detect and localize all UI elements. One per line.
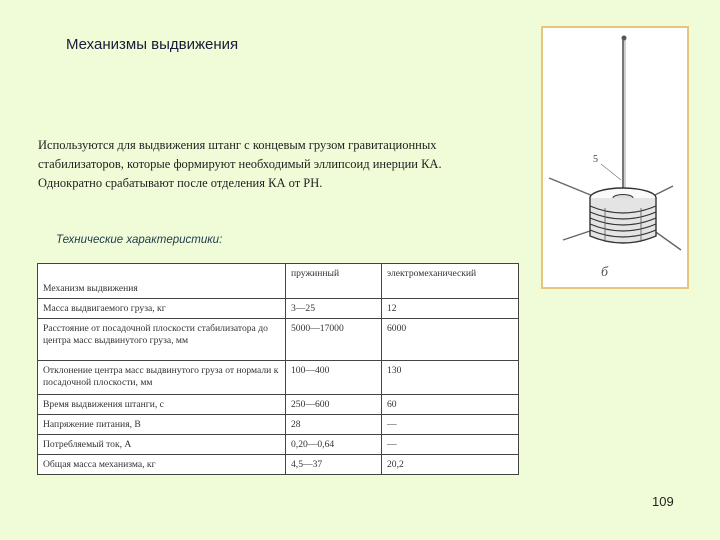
table-cell: 3—25 bbox=[286, 299, 382, 319]
table-cell: Общая масса механизма, кг bbox=[38, 455, 286, 475]
mechanism-drawing bbox=[543, 28, 691, 291]
table-cell: 5000—17000 bbox=[286, 319, 382, 361]
table-cell: Потребляемый ток, А bbox=[38, 435, 286, 455]
table-row bbox=[38, 319, 519, 361]
table-cell: 4,5—37 bbox=[286, 455, 382, 475]
table-cell: Напряжение питания, В bbox=[38, 415, 286, 435]
table-cell: 12 bbox=[382, 299, 519, 319]
figure-label-number: 5 bbox=[593, 154, 598, 165]
column-header: пружинный bbox=[286, 264, 382, 299]
spec-table bbox=[37, 263, 519, 475]
table-cell: Время выдвижения штанги, с bbox=[38, 395, 286, 415]
table-cell: — bbox=[382, 435, 519, 455]
table-cell: 20,2 bbox=[382, 455, 519, 475]
table-cell: — bbox=[382, 415, 519, 435]
table-cell: 0,20—0,64 bbox=[286, 435, 382, 455]
table-cell: Масса выдвигаемого груза, кг bbox=[38, 299, 286, 319]
intro-line: стабилизаторов, которые формируют необходимый эллипсоид инерции КА. bbox=[38, 157, 442, 171]
table-cell: 28 bbox=[286, 415, 382, 435]
page-number: 109 bbox=[652, 494, 674, 509]
intro-line: Используются для выдвижения штанг с концевым грузом гравитационных bbox=[38, 138, 437, 152]
table-cell: Отклонение центра масс выдвинутого груза от нормали к посадочной плоскости, мм bbox=[38, 361, 286, 395]
intro-line: Однократно срабатывают после отделения КА от РН. bbox=[38, 176, 323, 190]
table-cell: 250—600 bbox=[286, 395, 382, 415]
spec-heading: Технические характеристики: bbox=[56, 234, 223, 246]
column-header: Механизм выдвижения bbox=[38, 264, 286, 299]
table-row bbox=[38, 361, 519, 395]
table-cell: Расстояние от посадочной плоскости стабилизатора до центра масс выдвинутого груза, мм bbox=[38, 319, 286, 361]
table-cell: 60 bbox=[382, 395, 519, 415]
slide-title: Механизмы выдвижения bbox=[66, 36, 239, 53]
table-row bbox=[38, 299, 519, 319]
mechanism-figure bbox=[541, 26, 689, 289]
figure-label-letter: б bbox=[601, 265, 609, 280]
table-header-row bbox=[38, 264, 519, 299]
table-row bbox=[38, 435, 519, 455]
intro-paragraph bbox=[38, 136, 538, 193]
table-cell: 6000 bbox=[382, 319, 519, 361]
table-row bbox=[38, 455, 519, 475]
table-cell: 100—400 bbox=[286, 361, 382, 395]
table-cell: 130 bbox=[382, 361, 519, 395]
column-header: электромеханический bbox=[382, 264, 519, 299]
table-row bbox=[38, 415, 519, 435]
table-row bbox=[38, 395, 519, 415]
